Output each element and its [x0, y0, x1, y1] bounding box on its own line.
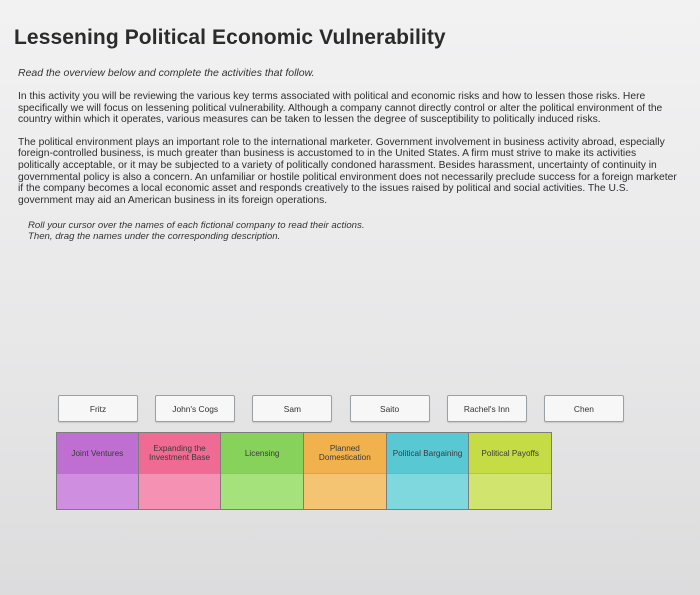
- overview-paragraph-2: The political environment plays an important role to the international marketer. Government involvement in business activity abroad, especially foreign-controlled business, is much greater than business is accustomed to in the United States. A firm must strive to make its activities politically acceptable, or it may be subjected to a variety of politically condoned harassment. Besides harassment, uncertainty of continuity in governmental policy is also a concern. An unfamiliar or hostile political environment does not necessarily preclude success for a foreign marketer if the company becomes a local economic asset and responds creatively to the issues raised by political and social activities. The U.S. government may aid an American business in its foreign operations.: [18, 136, 677, 206]
- category-expanding-investment-base: [139, 432, 222, 510]
- instruction-line-1: Roll your cursor over the names of each fictional company to read their actions.: [28, 220, 365, 232]
- company-tile-chen[interactable]: Chen: [544, 395, 624, 422]
- category-political-payoffs: [469, 432, 552, 510]
- drop-zone-political-bargaining[interactable]: [387, 473, 469, 509]
- drop-zone-planned-domestication[interactable]: [304, 473, 386, 509]
- category-label: Licensing: [221, 433, 303, 473]
- category-label: Planned Domestication: [304, 433, 386, 473]
- drop-zone-political-payoffs[interactable]: [469, 473, 551, 509]
- drop-zone-expanding-investment-base[interactable]: [139, 473, 221, 509]
- category-joint-ventures: [56, 432, 139, 510]
- category-licensing: [221, 432, 304, 510]
- overview-text: [18, 91, 680, 206]
- company-tile-saito[interactable]: Saito: [350, 395, 430, 422]
- company-tile-sam[interactable]: Sam: [252, 395, 332, 422]
- category-row: [56, 432, 552, 510]
- overview-paragraph-1: In this activity you will be reviewing the various key terms associated with political and economic risks and how to lessen those risks. Here specifically we will focus on lessening political vulnerability. Although a company cannot directly control or alter the political environment of the country within which it operates, various measures can be taken to lessen the degree of susceptibility to politically induced risks.: [18, 91, 663, 126]
- company-tile-rachels-inn[interactable]: Rachel's Inn: [447, 395, 527, 422]
- category-planned-domestication: [304, 432, 387, 510]
- instruction-line-2: Then, drag the names under the corresponding description.: [28, 231, 281, 243]
- drag-drop-activity: [44, 395, 668, 462]
- drop-zone-licensing[interactable]: [221, 473, 303, 509]
- drop-zone-joint-ventures[interactable]: [57, 473, 138, 509]
- instructions: [28, 220, 686, 242]
- category-label: Joint Ventures: [57, 433, 138, 473]
- category-label: Political Bargaining: [387, 433, 469, 473]
- category-political-bargaining: [387, 432, 470, 510]
- category-label: Political Payoffs: [469, 433, 551, 473]
- company-names-row: [58, 395, 624, 422]
- company-tile-fritz[interactable]: Fritz: [58, 395, 138, 422]
- category-label: Expanding the Investment Base: [139, 433, 221, 473]
- company-tile-johns-cogs[interactable]: John's Cogs: [155, 395, 235, 422]
- intro-text: Read the overview below and complete the activities that follow.: [18, 67, 315, 79]
- page-title: Lessening Political Economic Vulnerability: [14, 26, 446, 49]
